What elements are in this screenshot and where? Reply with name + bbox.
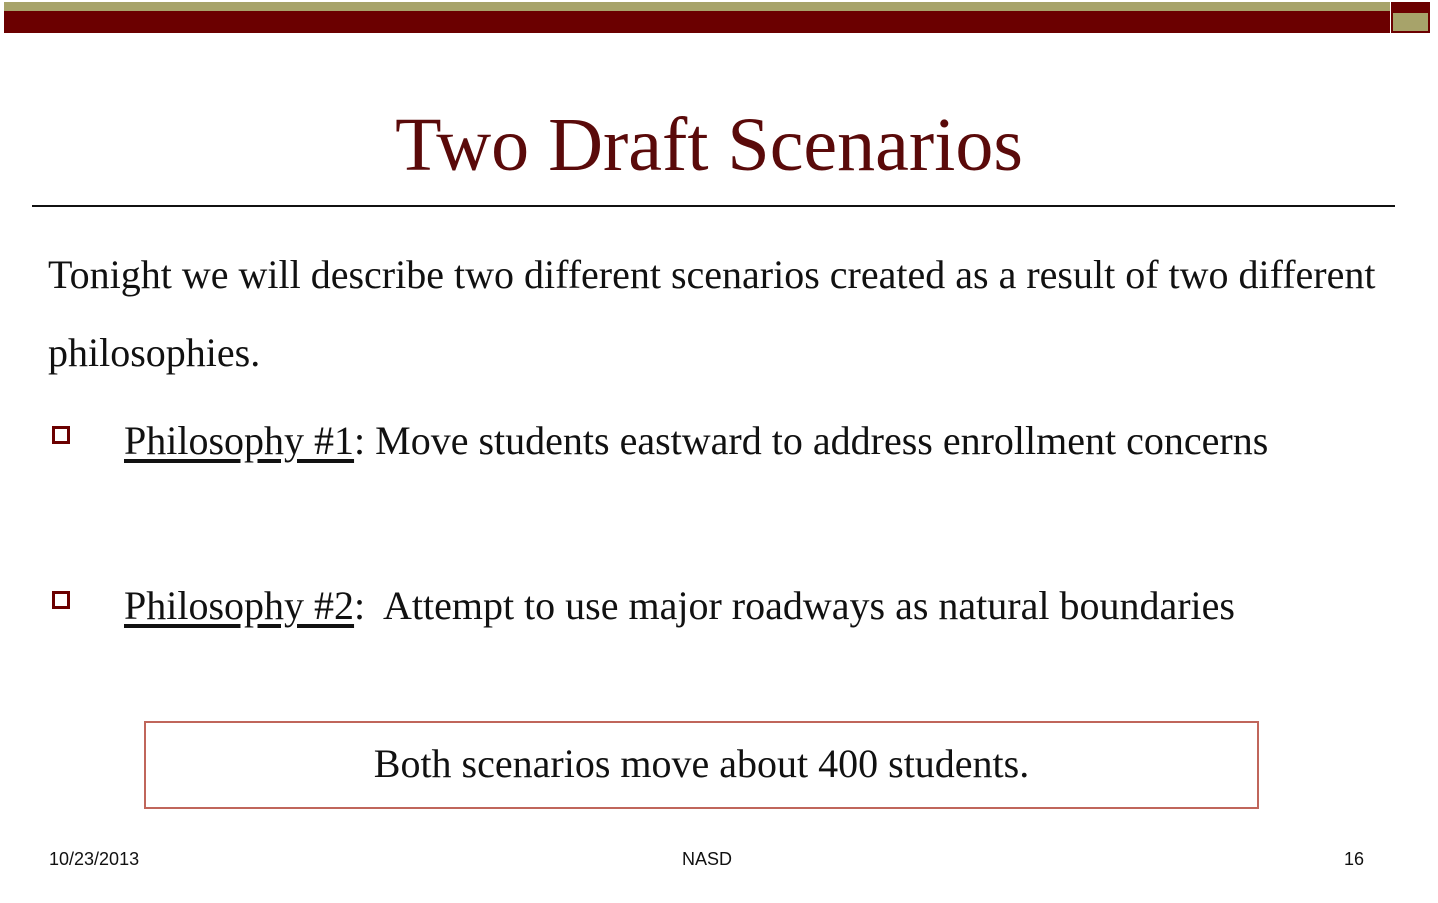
square-bullet-icon [52,591,70,609]
bullet-body: Attempt to use major roadways as natural boundaries [365,583,1235,628]
bullet-text [124,567,1394,645]
title-divider [32,205,1395,207]
bullet-label: Philosophy #1 [124,418,355,463]
bullet-separator: : [354,418,366,463]
intro-paragraph: Tonight we will describe two different scenarios created as a result of two different philosophies. [48,252,1376,375]
corner-decorative-box [1391,2,1430,33]
callout-text: Both scenarios move about 400 students. [373,741,1030,786]
callout-box [144,721,1259,809]
bullet-separator: : [354,583,366,628]
bullet-text [124,402,1394,480]
footer-page-number: 16 [1344,849,1365,869]
square-bullet-icon [52,426,70,444]
bullet-body: Move students eastward to address enrollment concerns [365,418,1269,463]
slide-title: Two Draft Scenarios [395,103,1023,187]
footer-organization: NASD [681,849,732,869]
corner-decorative-box-inner [1393,13,1428,31]
footer-date: 10/23/2013 [49,849,140,869]
top-decorative-band [4,2,1390,33]
bullet-label: Philosophy #2 [124,583,355,628]
